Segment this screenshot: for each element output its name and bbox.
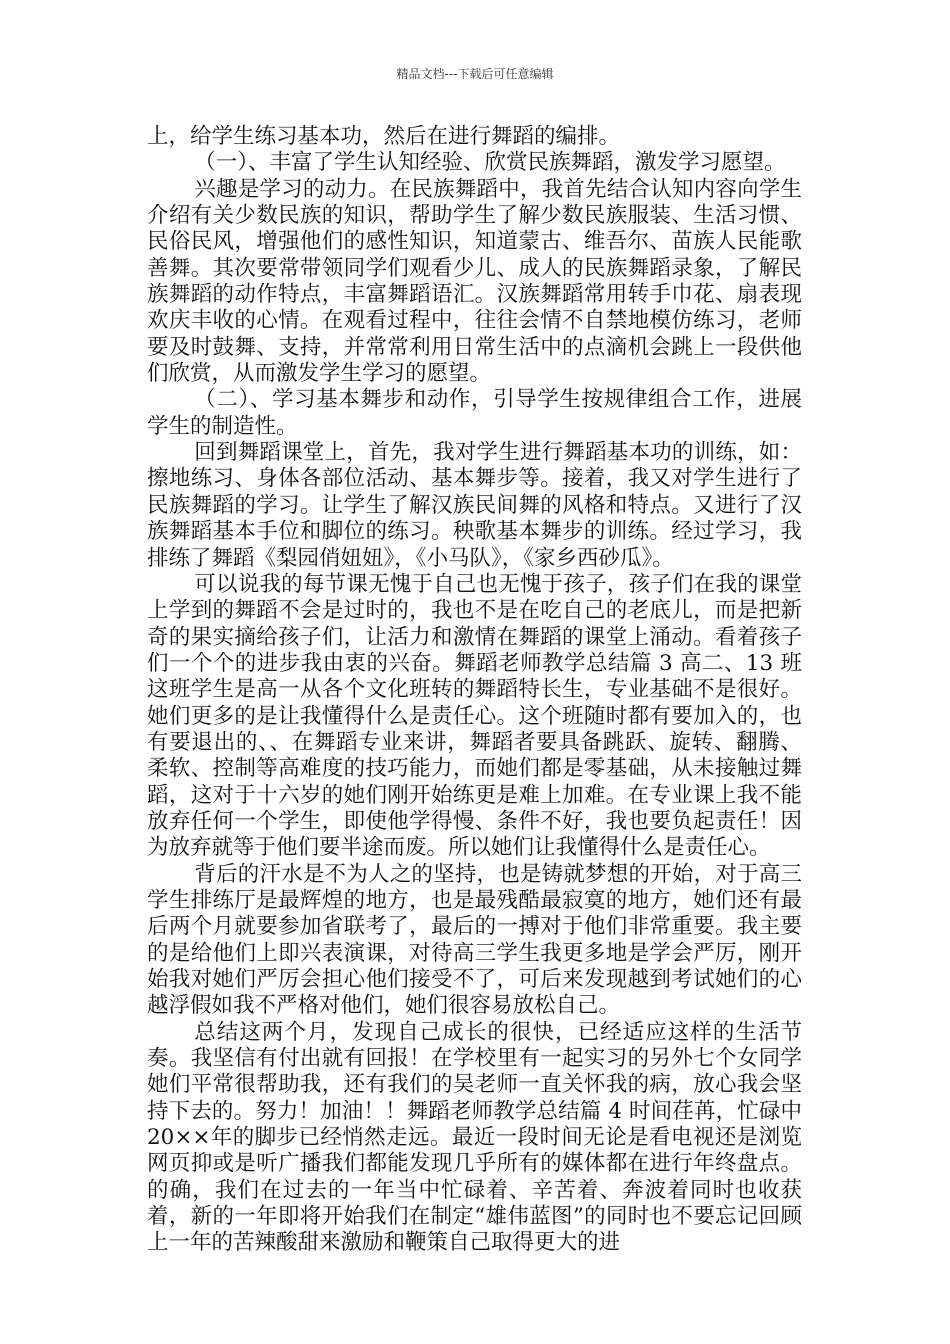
paragraph-summary: 总结这两个月，发现自己成长的很快，已经适应这样的生活节奏。我坚信有付出就有回报！在学校里有一起实习的另外七个女同学她们平常很帮助我，还有我们的吴老师一直关怀我的病，放心我会坚持下去的。努力！加油！！舞蹈老师教学总结篇 4 时间荏苒，忙碌中 20××年的脚步已经悄然走远。最近一段时间无论是看电视还是浏览网页抑或是听广播我们都能发现几乎所有的媒体都在进行年终盘点。的确，我们在过去的一年当中忙碌着、辛苦着、奔波着同时也收获着，新的一年即将开始我们在制定“雄伟蓝图”的同时也不要忘记回顾上一年的苦辣酸甜来激励和鞭策自己取得更大的进	[147, 1019, 802, 1256]
document-body	[147, 124, 802, 1257]
paragraph-continuation: 上，给学生练习基本功，然后在进行舞蹈的编排。	[147, 124, 621, 149]
page-header: 精品文档---下载后可任意编辑	[396, 67, 554, 81]
paragraph-senior-students: 背后的汗水是不为人之的坚持，也是铸就梦想的开始，对于高三学生排练厅是最辉煌的地方，也是最残酷最寂寞的地方，她们还有最后两个月就要参加省联考了，最后的一搏对于他们非常重要。我主要的是给他们上即兴表演课，对待高三学生我更多地是学会严厉，刚开始我对她们严厉会担心他们接受不了，可后来发现越到考试她们的心越浮假如我不严格对他们，她们很容易放松自己。	[147, 861, 802, 1019]
paragraph-reflection: 可以说我的每节课无愧于自己也无愧于孩子，孩子们在我的课堂上学到的舞蹈不会是过时的，我也不是在吃自己的老底儿，而是把新奇的果实摘给孩子们，让活力和激情在舞蹈的课堂上涌动。看着孩子们一个个的进步我由衷的兴奋。舞蹈老师教学总结篇 3 高二、13 班这班学生是高一从各个文化班转的舞蹈特长生，专业基础不是很好。她们更多的是让我懂得什么是责任心。这个班随时都有要加入的，也有要退出的、、在舞蹈专业来讲，舞蹈者要具备跳跃、旋转、翻腾、柔软、控制等高难度的技巧能力，而她们都是零基础，从未接触过舞蹈，这对于十六岁的她们刚开始练更是难上加难。在专业课上我不能放弃任何一个学生，即使他学得慢、条件不好，我也要负起责任！因为放弃就等于他们要半途而废。所以她们让我懂得什么是责任心。	[147, 571, 802, 861]
paragraph-classroom: 回到舞蹈课堂上，首先，我对学生进行舞蹈基本功的训练，如：擦地练习、身体各部位活动、基本舞步等。接着，我又对学生进行了民族舞蹈的学习。让学生了解汉族民间舞的风格和特点。又进行了汉族舞蹈基本手位和脚位的练习。秧歌基本舞步的训练。经过学习，我排练了舞蹈《梨园俏妞妞》，《小马队》，《家乡西砂瓜》。	[147, 440, 802, 571]
paragraph-heading-one: （一）、丰富了学生认知经验、欣赏民族舞蹈，激发学习愿望。	[194, 150, 786, 176]
paragraph-heading-two: （二）、学习基本舞步和动作，引导学生按规律组合工作，进展学生的制造性。	[147, 387, 802, 439]
paragraph-interest: 兴趣是学习的动力。在民族舞蹈中，我首先结合认知内容向学生介绍有关少数民族的知识，帮助学生了解少数民族服装、生活习惯、民俗民风，增强他们的感性知识，知道蒙古、维吾尔、苗族人民能歌善舞。其次要常带领同学们观看少儿、成人的民族舞蹈录象，了解民族舞蹈的动作特点，丰富舞蹈语汇。汉族舞蹈常用转手巾花、扇表现欢庆丰收的心情。在观看过程中，往往会情不自禁地模仿练习，老师要及时鼓舞、支持，并常常利用日常生活中的点滴机会跳上一段供他们欣赏，从而激发学生学习的愿望。	[147, 176, 802, 387]
